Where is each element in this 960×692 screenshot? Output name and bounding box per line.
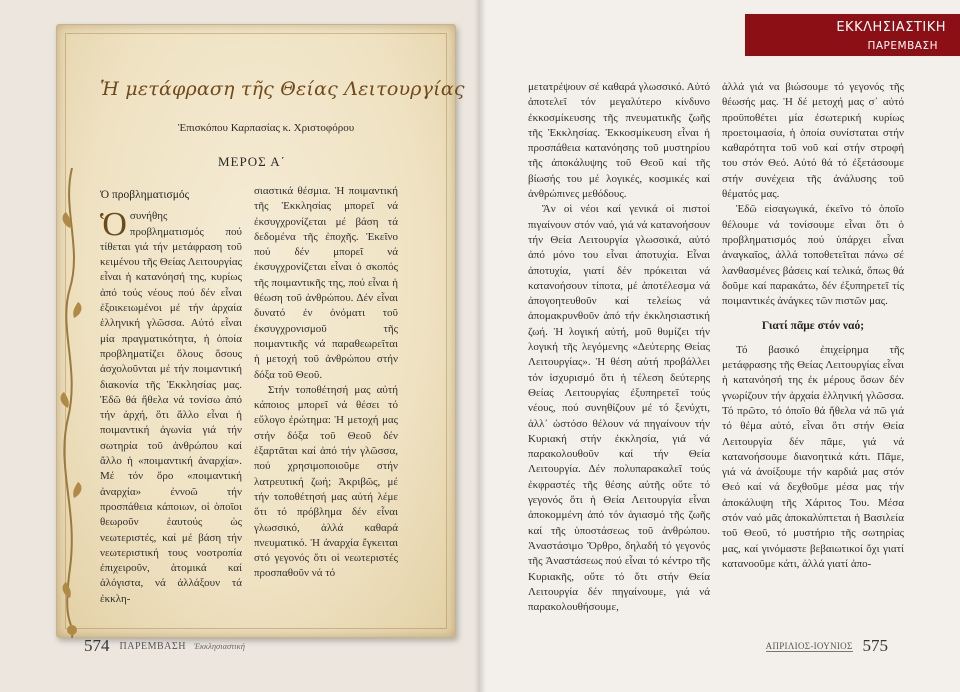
footer-magazine-subtitle: Ἐκκλησιαστική: [193, 641, 245, 651]
drop-cap: Ὁ: [100, 206, 127, 244]
paragraph: Ἄν οἱ νέοι καί γενικά οἱ πιστοί πιγαίνουν στόν ναό, γιά νά κατανοήσουν τήν Θεία Λειτουργία γλωσσικά, αὐτό ἀπό μόνο του εἶναι ἀποτυχία. Εἶναι ἀποτυχία, γιατί δέν πρόκειται νά κατανοήσουν τίποτα, μέ ἀποτέλεσμα νά ἀπογοητευθοῦν καί τελείως νά ἀπομακρυνθοῦν ἀπό τήν ἐκκλησιαστική ζωή. Ἡ λογική αὐτή, μοῦ θυμίζει τήν λογική τῆς λεγόμενης «Δεύτερης Θείας Λειτουργίας». Ἡ θέση αὐτή προβάλλει τόν ἰσχυρισμό ὅτι ἡ τέλεση δεύτερης Θείας Λειτουργίας ἐξυπηρετεῖ τούς νέους, πού συνηθίζουν μέ τό ξενύχτι, ἀλλ᾽ ὡστόσο θέλουν νά πηγαίνουν τήν Κυριακή στήν ἐκκλησία, γιά νά παρακολουθοῦν καί τήν Θεία Λειτουργία. Δέν πολυπαρακαλεῖ τούς ἐκφραστές τῆς θέσης αὐτῆς οὔτε τό γεγονός ὅτι ἡ Θεία Λειτουργία εἶναι ἀποκομμένη ἀπό τόν ἁγιασμό τῆς ζωῆς καί τῆς ὑποστάσεως τοῦ ἀνθρώπου. Ἀναστάσιμο Ὄρθρο, δηλαδή τό γεγονός τῆς Ἀναστάσεως πού εἶναι τό κέντρο τῆς Κυριακῆς, οὔτε τό ὅτι στήν Θεία Λειτουργία δέν πηγαίνουμε, γιά νά παρακολουθήσουμε,: [528, 203, 710, 614]
text-column-1: [100, 188, 242, 607]
article-part: ΜΕΡΟΣ Α΄: [218, 154, 286, 169]
article-title: Ἡ μετάφραση τῆς Θείας Λειτουργίας: [100, 78, 465, 100]
page-gutter: [474, 0, 486, 692]
text-column-3: [528, 80, 710, 615]
paragraph: Ἐδῶ εἰσαγωγικά, ἐκεῖνο τό ὁποῖο θέλουμε νά τονίσουμε εἶναι ὅτι ὁ προβληματισμός πού ὑπάρχει εἶναι ἀναγκαῖος, ἀλλά τοποθετεῖται πάνω σέ λανθασμένες βάσεις καί τελικά, ὅπως θά δοῦμε καί παρακάτω, δέν ἐξυπηρετεῖ τίς ποιμαντικές ἀνάγκες τῶν πιστῶν μας.: [722, 203, 904, 308]
article-author: Ἐπισκόπου Καρπασίας κ. Χριστοφόρου: [178, 122, 355, 134]
footer-right: [760, 636, 888, 656]
section-heading-2: Γιατί πᾶμε στόν ναό;: [761, 320, 865, 333]
banner-line-1: ΕΚΚΛΗΣΙΑΣΤΙΚΗ: [836, 20, 946, 35]
paragraph: ἀλλά γιά να βιώσουμε τό γεγονός τῆς θέωσής μας. Ἡ δέ μετοχή μας σ᾽ αὐτό προϋποθέτει μία ἐσωτερική κυρίως προετοιμασία, ἡ ὁποία συνίσταται στήν καθαρότητα τοῦ νοῦ καί στήν στροφή του στόν Θεό. Αὐτό θά τό ἐξετάσουμε στήν συνέχεια τῆς ἀνάλυσης τοῦ θέματός μας.: [722, 81, 904, 201]
paragraph: σιαστικά θέσμια. Ἡ ποιμαντική τῆς Ἐκκλησίας μπορεῖ νά ἐκσυγχρονίζεται μέ βάση τά δεδομένα τῆς ἐποχῆς. Ἐκεῖνο πού δέν μπορεῖ νά ἐκσυγχρονίζεται εἶναι ὁ σκοπός τῆς ποιμαντικῆς της, πού εἶναι ἡ θέωση τοῦ ἀνθρώπου. Δέν εἶναι δυνατό ἐν ὀνόματι τοῦ ἐκσυγχρονισμοῦ τῆς ποιμαντικῆς νά παραθεωρεῖται ἡ μετοχή τοῦ ἀνθρώπου στήν δόξα τοῦ Θεοῦ.: [254, 185, 398, 381]
paragraph: μετατρέψουν σέ καθαρά γλωσσικό. Αὐτό ἀποτελεῖ τόν μεγαλύτερο κίνδυνο ἐκκοσμίκευσης τῆς πνευματικῆς ζωῆς τῆς Ἐκκλησίας. Ἐκκοσμίκευση εἶναι ἡ προσπάθεια κατανόησης τοῦ μυστηρίου τῆς ἀποκάλυψης τοῦ Θεοῦ καί τῆς βίωσής του μέ λογικές, κοσμικές καί ἀνθρώπινες μεθόδους.: [528, 81, 710, 201]
footer-magazine-name: ΠΑΡΕΜΒΑΣΗ: [119, 640, 186, 652]
footer-issue-date: ΑΠΡΙΛΙΟΣ-ΙΟΥΝΙΟΣ: [765, 641, 853, 651]
text-column-2: [254, 184, 398, 582]
text-column-4: [722, 80, 904, 572]
section-heading-1: Ὁ προβληματισμός: [100, 189, 190, 201]
vine-ornament-icon: [58, 168, 86, 638]
footer-left: [84, 636, 245, 656]
page-number-right: 575: [862, 636, 888, 655]
paragraph: Τό βασικό ἐπιχείρημα τῆς μετάφρασης τῆς Θείας Λειτουργίας εἶναι ἡ κατανόησή της ἐκ μέρους ὅσων δέν γνωρίζουν τήν ἀρχαία ἑλληνική γλῶσσα. Τό πρῶτο, τό ὁποῖο θά ἤθελα νά πῶ γιά τό θέμα αὐτό, εἶναι ὅτι στήν Θεία Λειτουργία δέν πᾶμε, γιά νά κατανοήσουμε διανοητικά κάτι. Πᾶμε, γιά νά ἀνοίξουμε τήν καρδιά μας στόν Θεό καί νά δεχθοῦμε μέσα μας τήν ἀποκάλυψη τῆς Χάριτος Του. Μέσα στόν ναό μᾶς ἀποκαλύπτεται ἡ Βασιλεία τοῦ Θεοῦ, τό μυστήριο τῆς σωτηρίας μας, καί γινόμαστε βεβαιωτικοί ὄχι γιατί κατανοοῦμε κάτι, ἀλλά γιατί ἀπο-: [722, 343, 904, 570]
section-banner: [745, 14, 960, 56]
banner-line-2: ΠΑΡΕΜΒΑΣΗ: [867, 40, 938, 52]
page-number-left: 574: [84, 636, 110, 655]
paragraph: Στήν τοποθέτησή μας αὐτή κάποιος μπορεῖ νά θέσει τό εὔλογο ἐρώτημα: Ἡ μετοχή μας στήν δόξα τοῦ Θεοῦ δέν ἐξαρτᾶται καί ἀπό τήν γλῶσσα, πού χρησιμοποιοῦμε στήν λατρευτική ζωή; Ἀκριβῶς, μέ τήν τοποθέτησή μας αὐτή λέμε ὅτι τό πρόβλημα δέν εἶναι γλωσσικό, ἀλλά καθαρά πνευματικό. Ἡ ἀναρχία ἔγκειται στό γεγονός ὅτι οἱ νεωτεριστές προσπαθοῦν νά τό: [254, 383, 398, 580]
paragraph: Ὁσυνήθης προβληματισμός πού τίθεται γιά τήν μετάφραση τοῦ κειμένου τῆς Θείας Λειτουργίας εἶναι ἡ κατανόησή της, κυρίως ἀπό τούς νέους πού δέν εἶναι ἐξοικειωμένοι μέ τήν ἀρχαία ἑλληνική γλῶσσα. Αὐτό εἶναι μία πραγματικότητα, ἡ ὁποία προβληματίζει ὅλους ὅσους ἀσχολοῦνται μέ τήν ποιμαντική διακονία τῆς Ἐκκλησίας μας. Ἐδῶ θά ἤθελα νά τονίσω ἀπό τήν ἀρχή, ὅτι ἄλλο εἶναι ἡ ποιμαντική ἀγωνία γιά τήν σωτηρία τοῦ ἀνθρώπου καί ἄλλο ἡ «ποιμαντική ἀναρχία». Μέ τόν ὅρο «ποιμαντική ἀναρχία» ἐννοῶ τήν προσπάθεια κάποιων, οἱ ὁποῖοι θεωροῦν ἑαυτούς ὡς νεωτεριστές, καί μέ βάση τήν νεωτεριστική τους νοοτροπία ἐπιχειροῦν, ἀτομικά καί ἀλόγιστα, νά ἀλλάξουν τά ἐκκλη-: [100, 206, 242, 605]
